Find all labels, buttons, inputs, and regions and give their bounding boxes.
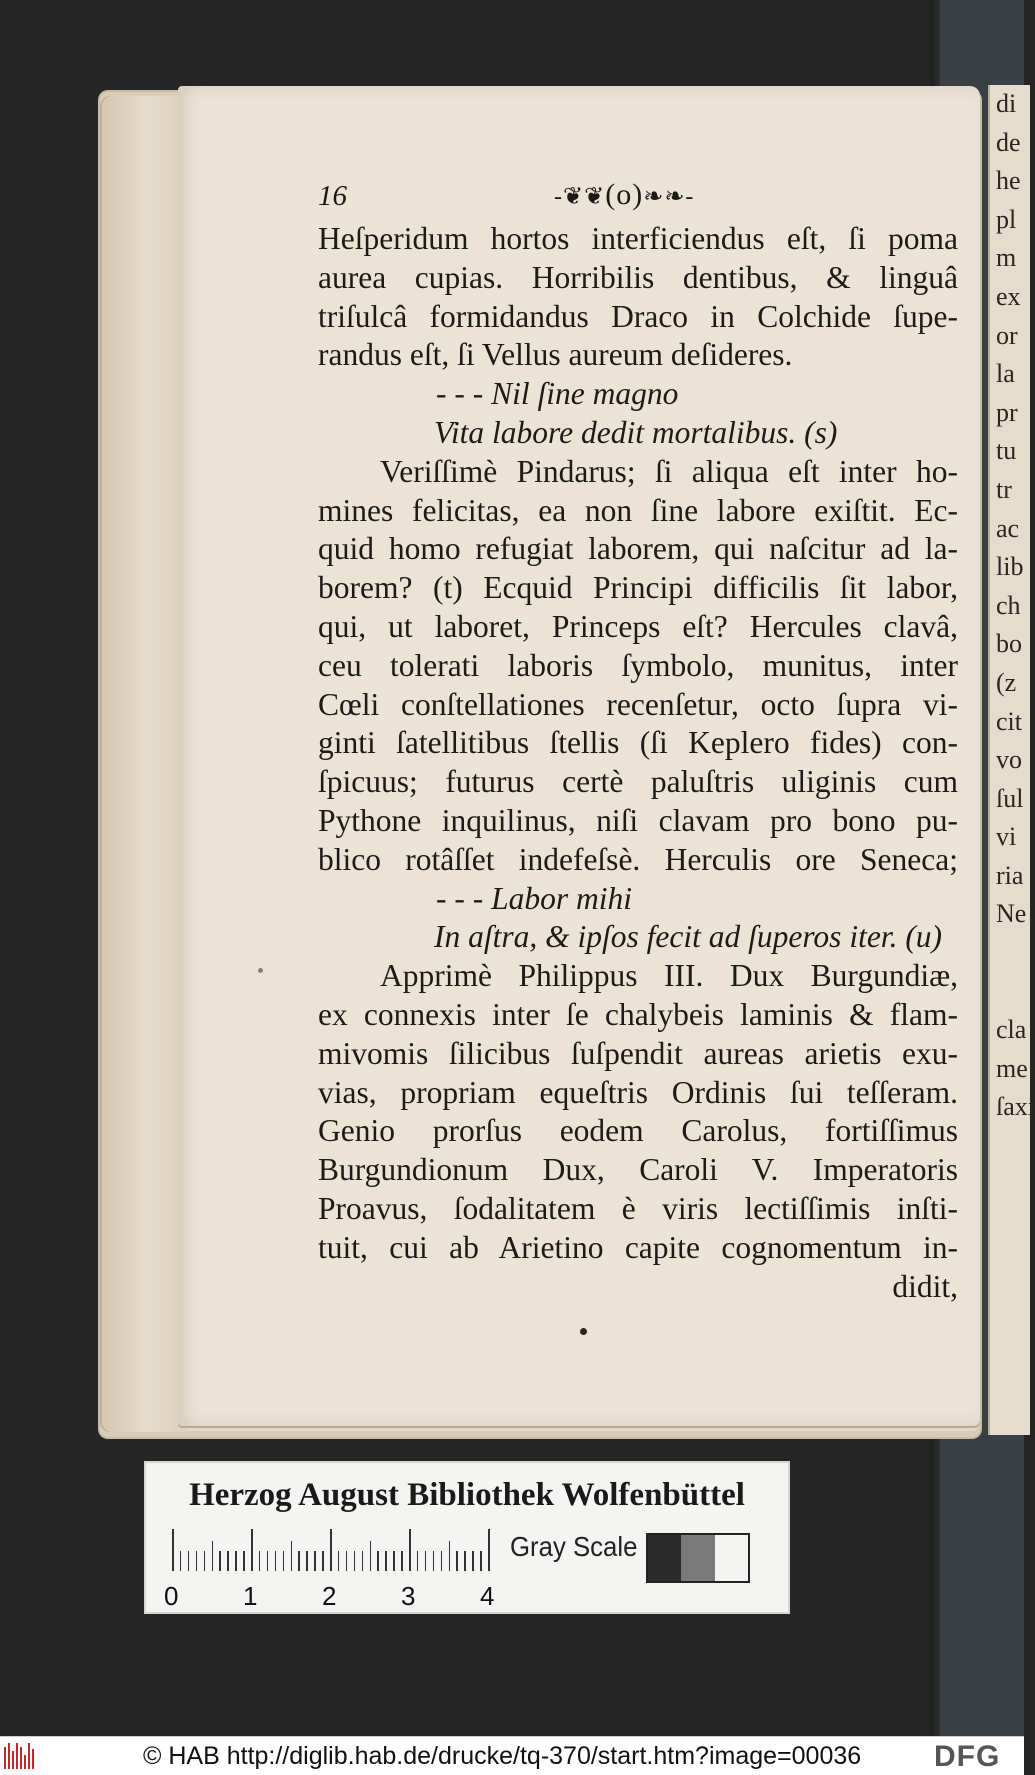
ruler-number: 1	[243, 1581, 258, 1611]
next-page-edge	[988, 85, 1035, 1435]
next-page-fragment: he	[996, 166, 1021, 196]
text-line: Proavus, ſodalitatem è viris lectiſſimis inſti-	[318, 1190, 958, 1226]
next-page-fragment: me	[996, 1053, 1028, 1083]
page-number: 16	[318, 180, 347, 212]
barcode-bar	[8, 1743, 10, 1769]
text-line: ceu tolerati laboris ſymbolo, munitus, inter	[318, 647, 958, 683]
ruler-tick	[306, 1551, 308, 1571]
page-header	[318, 180, 958, 220]
ruler-tick	[314, 1551, 316, 1571]
next-page-fragment	[990, 973, 1030, 1012]
header-ornament: -❦❦(o)❧❧-	[554, 178, 695, 211]
next-page-fragment: cla	[996, 1015, 1027, 1045]
barcode-bar	[24, 1755, 26, 1769]
source-credit[interactable]: © HAB http://diglib.hab.de/drucke/tq-370/start.htm?image=00036	[143, 1742, 862, 1770]
ruler-tick	[291, 1541, 293, 1571]
ruler-tick	[322, 1551, 324, 1571]
barcode-bar	[4, 1747, 6, 1769]
ruler-tick	[385, 1551, 387, 1571]
ruler-tick	[409, 1529, 411, 1571]
ruler-tick	[417, 1551, 419, 1571]
ruler-tick	[212, 1541, 214, 1571]
left-flourish-icon: -❦❦	[554, 184, 606, 210]
next-page-fragment: bo	[996, 629, 1022, 659]
ruler-tick	[456, 1551, 458, 1571]
ruler-tick	[449, 1541, 451, 1571]
next-page-fragment: ex	[996, 281, 1021, 311]
next-page-fragment: pl	[996, 204, 1017, 234]
next-page-fragment: vi	[996, 822, 1017, 852]
ruler-tick	[267, 1551, 269, 1571]
text-line: qui, ut laboret, Princeps eſt? Hercules clavâ,	[318, 608, 958, 644]
next-page-fragment: ſul	[996, 783, 1024, 813]
ruler-tick	[433, 1551, 435, 1571]
text-line: ex connexis inter ſe chalybeis laminis & flam-	[318, 996, 958, 1032]
gray-scale-swatch	[646, 1533, 750, 1583]
ruler-number: 4	[480, 1581, 495, 1611]
ruler-number: 3	[401, 1581, 416, 1611]
next-page-fragment: ac	[996, 513, 1020, 543]
text-line: Cœli conſtellationes recenſetur, octo ſupra vi-	[318, 686, 958, 722]
text-line: blico rotâſſet indefeſsè. Herculis ore Seneca;	[318, 841, 958, 877]
barcode-bar	[32, 1749, 34, 1769]
page-left-fold	[100, 96, 186, 1432]
footer-bar	[0, 1736, 1024, 1775]
ruler-number: 0	[164, 1581, 179, 1611]
ruler-tick	[480, 1551, 482, 1571]
ruler-tick	[401, 1551, 403, 1571]
ruler-tick	[204, 1551, 206, 1571]
barcode-bar	[16, 1743, 18, 1769]
text-line: mines felicitas, ea non ſine labore exiſtit. Ec-	[318, 492, 958, 528]
ruler-tick	[488, 1529, 490, 1571]
next-page-fragment: cit	[996, 706, 1022, 736]
barcode-bar	[12, 1751, 14, 1769]
text-line: triſulcâ formidandus Draco in Colchide ſupe-	[318, 298, 958, 334]
ruler-tick	[346, 1551, 348, 1571]
ruler-tick	[243, 1551, 245, 1571]
barcode-bar	[20, 1747, 22, 1769]
next-page-fragment: ch	[996, 590, 1021, 620]
library-name: Herzog August Bibliothek Wolfenbüttel	[189, 1477, 745, 1513]
ruler-tick	[172, 1529, 174, 1571]
next-page-fragment: de	[996, 127, 1021, 157]
next-page-fragment: la	[996, 359, 1015, 389]
ruler-tick	[227, 1551, 229, 1571]
ruler-tick	[362, 1551, 364, 1571]
ruler-scale	[172, 1529, 492, 1571]
ruler-tick	[393, 1551, 395, 1571]
text-line: tuit, cui ab Arietino capite cognomentum in-	[318, 1229, 958, 1265]
ruler-tick	[472, 1551, 474, 1571]
next-page-fragment: lib	[996, 552, 1024, 582]
ruler-tick	[330, 1529, 332, 1571]
text-line: aurea cupias. Horribilis dentibus, & linguâ	[318, 259, 958, 295]
text-line: Apprimè Philippus III. Dux Burgundiæ,	[380, 958, 958, 994]
ruler-tick	[283, 1551, 285, 1571]
ruler-tick	[354, 1551, 356, 1571]
text-line: Veriſſimè Pindarus; ſi aliqua eſt inter ho-	[380, 453, 958, 489]
ruler-tick	[338, 1551, 340, 1571]
ruler-tick	[180, 1551, 182, 1571]
ruler-tick	[377, 1551, 379, 1571]
next-page-fragment: di	[996, 89, 1017, 118]
ruler-tick	[219, 1551, 221, 1571]
text-line: In aſtra, & ipſos fecit ad ſuperos iter. (u)	[434, 919, 943, 955]
ruler-tick	[298, 1551, 300, 1571]
text-line: Heſperidum hortos interficiendus eſt, ſi poma	[318, 221, 958, 256]
text-line: ginti ſatellitibus ſtellis (ſi Keplero fides) con-	[318, 725, 958, 761]
text-line: - - - Labor mihi	[436, 880, 632, 916]
next-page-fragment: tr	[996, 474, 1012, 504]
next-page-fragment: ria	[996, 860, 1024, 890]
ruler-tick	[425, 1551, 427, 1571]
ruler-tick	[464, 1551, 466, 1571]
library-color-card	[144, 1461, 790, 1614]
paper-speck	[258, 968, 263, 973]
ruler-tick	[259, 1551, 261, 1571]
dfg-logo: DFG	[934, 1740, 1001, 1773]
ruler-tick	[235, 1551, 237, 1571]
text-line: - - - Nil ſine magno	[436, 376, 679, 412]
next-page-fragment: m	[996, 243, 1017, 273]
hab-logo-icon	[4, 1743, 48, 1769]
text-line: Burgundionum Dux, Caroli V. Imperatoris	[318, 1152, 958, 1188]
next-page-fragment: pr	[996, 397, 1018, 427]
gray-swatch	[681, 1535, 714, 1581]
text-line: Genio prorſus eodem Carolus, fortiſſimus	[318, 1113, 958, 1149]
ruler-tick	[370, 1541, 372, 1571]
text-line: ſpicuus; futurus certè paluſtris uliginis cum	[318, 764, 958, 800]
ruler-tick	[251, 1529, 253, 1571]
gray-swatch	[648, 1535, 681, 1581]
gray-swatch	[715, 1535, 748, 1581]
ink-dot	[580, 1328, 587, 1335]
ruler-tick	[188, 1551, 190, 1571]
text-line: didit,	[892, 1268, 958, 1304]
next-page-fragment: vo	[996, 745, 1022, 775]
ruler-number: 2	[322, 1581, 337, 1611]
text-line: Pythone inquilinus, niſi clavam pro bono pu-	[318, 802, 958, 838]
text-line: mivomis ſilicibus ſuſpendit aureas arietis exu-	[318, 1035, 958, 1071]
text-line: borem? (t) Ecquid Principi difficilis ſit labor,	[318, 570, 958, 606]
text-line: quid homo refugiat laborem, qui naſcitur ad la-	[318, 531, 958, 567]
next-page-fragment: ſaxi	[996, 1092, 1035, 1122]
barcode-bar	[28, 1743, 30, 1769]
gray-scale-label: Gray Scale	[510, 1531, 638, 1562]
ruler-numbers	[146, 1581, 788, 1611]
page-text	[318, 220, 958, 1306]
next-page-fragment: or	[996, 320, 1018, 350]
next-page-fragment: (z	[996, 667, 1017, 697]
next-page-fragment: tu	[996, 436, 1017, 466]
text-line: Vita labore dedit mortalibus. (s)	[434, 414, 838, 450]
ruler-tick	[196, 1551, 198, 1571]
ruler-tick	[275, 1551, 277, 1571]
text-line: randus eſt, ſi Vellus aureum deſideres.	[318, 337, 793, 373]
text-line: vias, propriam equeſtris Ordinis ſui teſſeram.	[318, 1074, 958, 1110]
right-flourish-icon: ❧❧-	[643, 184, 695, 210]
next-page-fragment: Ne	[996, 899, 1027, 929]
next-page-fragment	[990, 934, 1030, 973]
ruler-tick	[441, 1551, 443, 1571]
